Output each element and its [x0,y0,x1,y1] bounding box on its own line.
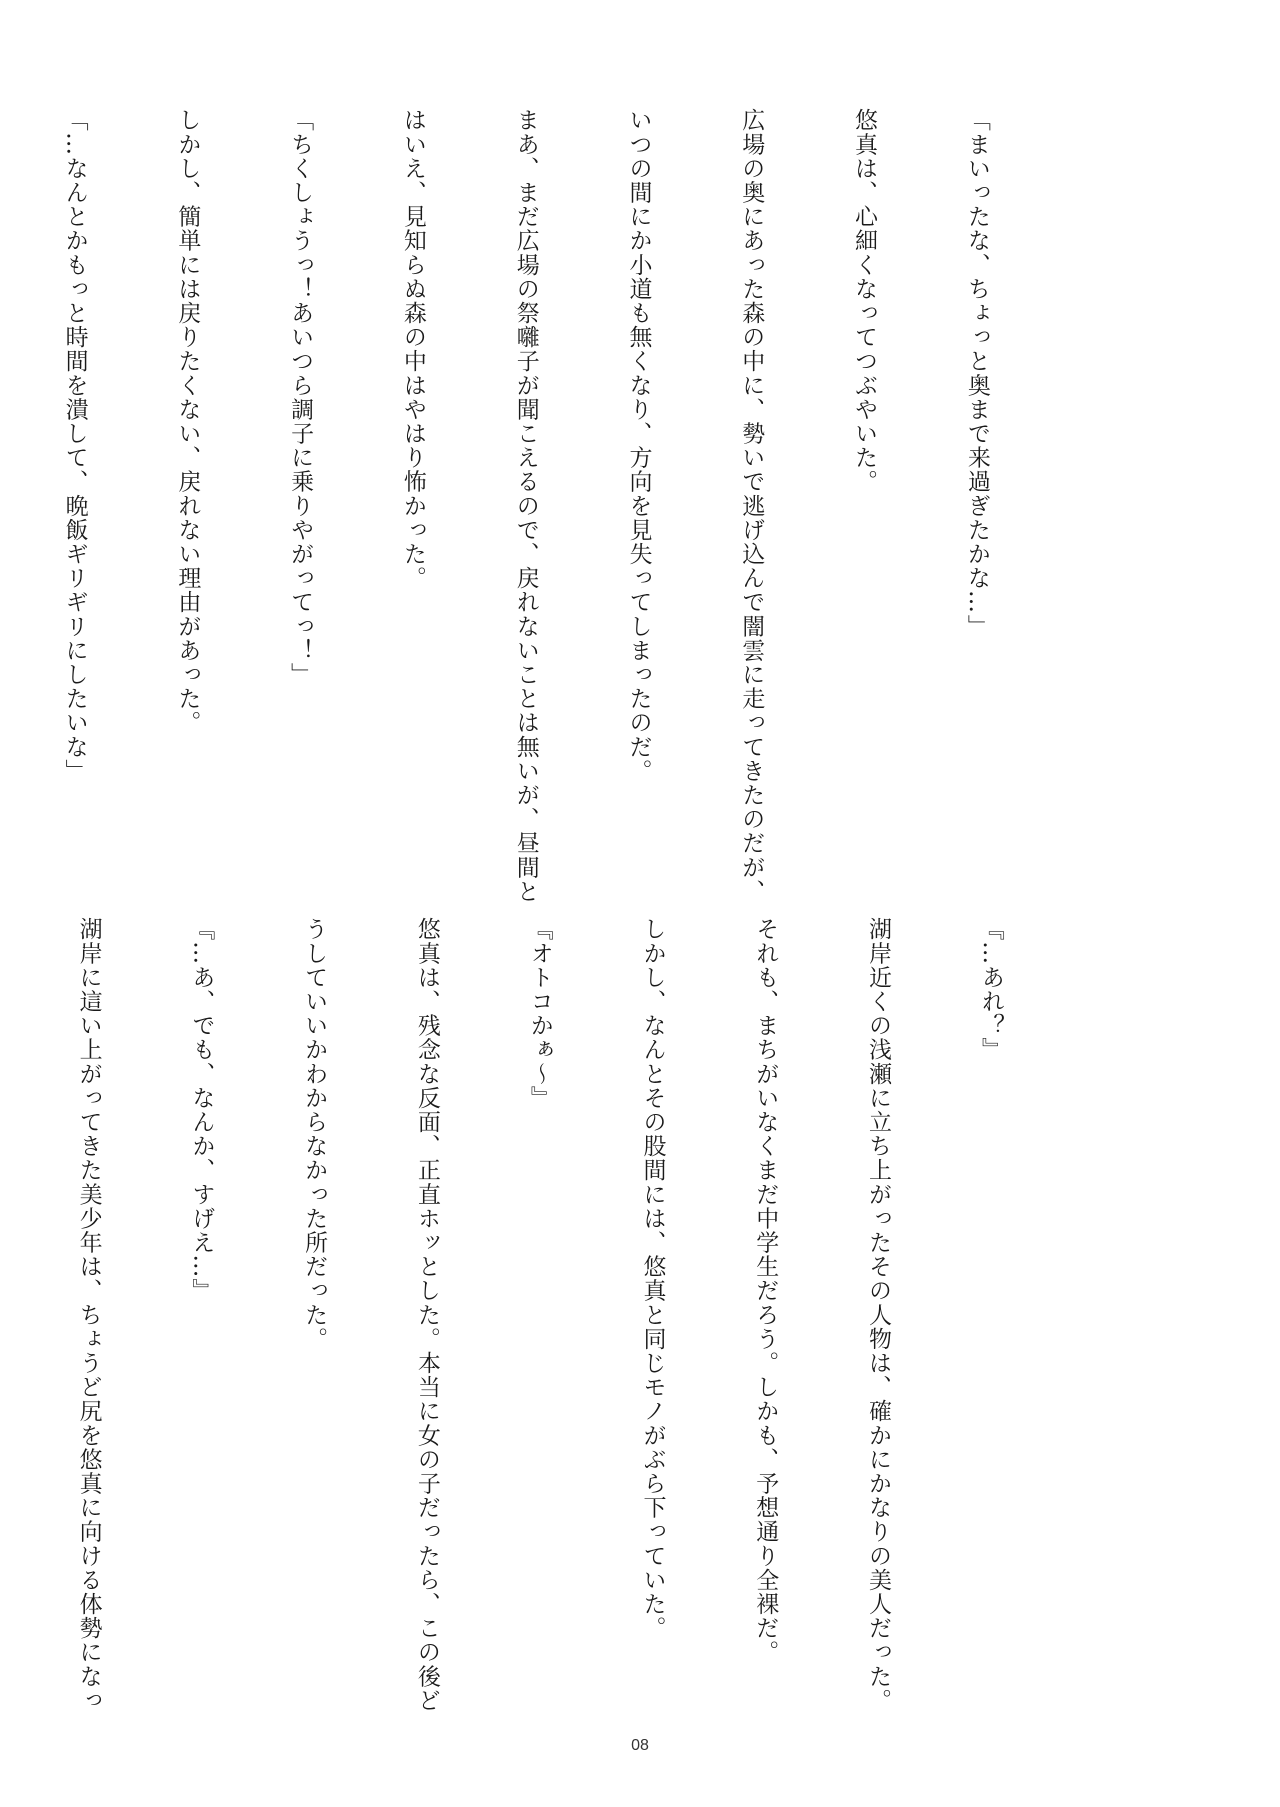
text-line: 「ちくしょうっ！あいつら調子に乗りやがってっ！」 [287,108,314,687]
text-line: はいえ、見知らぬ森の中はやはり怖かった。 [399,108,426,590]
text-line: 「…なんとかもっと時間を潰して、晩飯ギリギリにしたいな」 [61,108,88,783]
text-line: 「まいったな、ちょっと奥まで来過ぎたかな…」 [963,108,990,639]
text-line: それも、まちがいなくまだ中学生だろう。しかも、予想通り全裸だ。 [752,917,779,1665]
text-line: うしていいかわからなかった所だった。 [301,917,328,1351]
text-line: しかし、なんとその股間には、悠真と同じモノがぶら下っていた。 [639,917,666,1640]
lower-text-column [75,917,1084,1713]
page-number: 08 [631,1737,649,1754]
text-line: 悠真は、心細くなってつぶやいた。 [851,108,878,494]
text-line: 『オトコかぁ〜』 [526,917,553,1110]
text-line: 『…あれ？』 [977,917,1004,1062]
text-line: 広場の奥にあった森の中に、勢いで逃げ込んで闇雲に走ってきたのだが、 [738,108,765,904]
text-line: 湖岸に這い上がってきた美少年は、ちょうど尻を悠真に向ける体勢になっ [75,917,102,1713]
text-line: いつの間にか小道も無くなり、方向を見失ってしまったのだ。 [625,108,652,783]
text-line: まあ、まだ広場の祭囃子が聞こえるので、戻れないことは無いが、昼間と [512,108,539,904]
text-line: 『…あ、でも、なんか、すげえ…』 [188,917,215,1303]
text-line: 悠真は、残念な反面、正直ホッとした。本当に女の子だったら、この後ど [413,917,440,1713]
text-line: 湖岸近くの浅瀬に立ち上がったその人物は、確かにかなりの美人だった。 [865,917,892,1713]
text-line: しかし、簡単には戻りたくない、戻れない理由があった。 [174,108,201,735]
upper-text-column [61,108,1070,904]
